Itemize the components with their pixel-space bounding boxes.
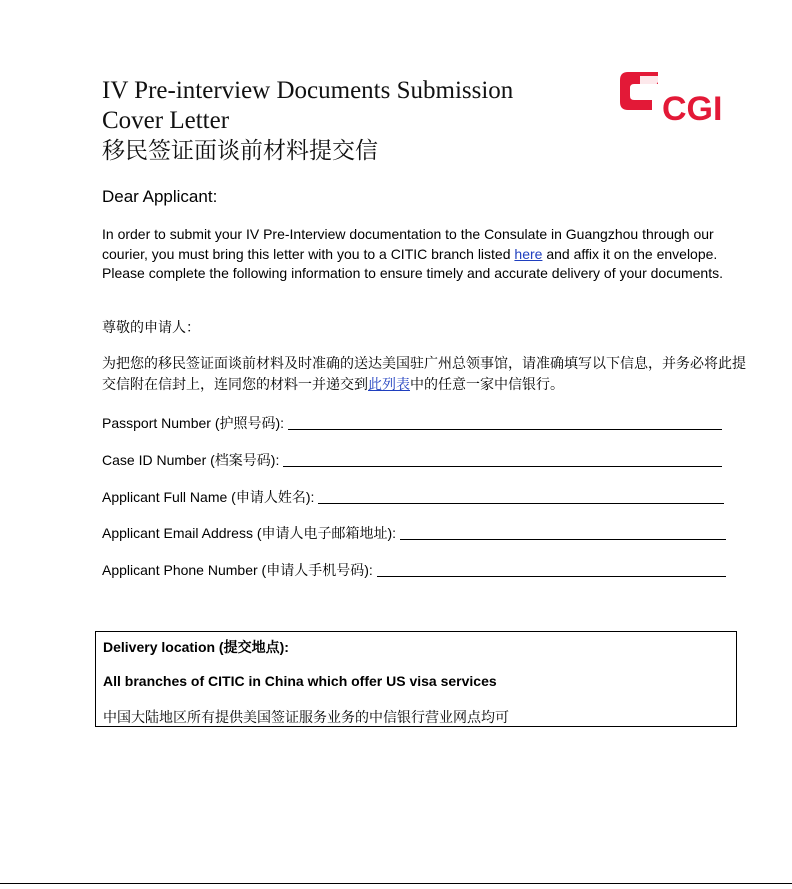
cgi-logo bbox=[618, 70, 728, 126]
page-bottom-divider bbox=[0, 883, 792, 884]
greeting: Dear Applicant: bbox=[102, 187, 218, 206]
email-field bbox=[102, 521, 726, 543]
case-id-input-line[interactable] bbox=[283, 465, 722, 467]
full-name-input-line[interactable] bbox=[318, 502, 724, 504]
passport-input-line[interactable] bbox=[288, 428, 722, 430]
delivery-branches-zh: 中国大陆地区所有提供美国签证服务业务的中信银行营业网点均可 bbox=[103, 710, 509, 726]
case-id-field bbox=[102, 448, 722, 470]
intro-paragraph-zh bbox=[102, 354, 752, 396]
title-line-3-chinese: 移民签证面谈前材料提交信 bbox=[102, 138, 378, 164]
phone-label: Applicant Phone Number (申请人手机号码): bbox=[102, 562, 373, 578]
logo-text: CGI bbox=[662, 90, 723, 126]
phone-input-line[interactable] bbox=[377, 575, 726, 577]
delivery-branches-en: All branches of CITIC in China which offer US visa services bbox=[103, 673, 497, 689]
case-id-label: Case ID Number (档案号码): bbox=[102, 452, 280, 468]
intro-zh-text-1: 为把您的移民签证面谈前材料及时准确的送达美国驻广州总领事馆，请准确填写以下信息，并务必将此提交信附在信封上，连同您的材料一并递交到 bbox=[102, 356, 746, 393]
passport-label: Passport Number (护照号码): bbox=[102, 415, 285, 431]
document-title bbox=[102, 76, 582, 166]
full-name-field bbox=[102, 485, 724, 507]
intro-en-text-1: In order to submit your IV Pre-Interview documentation to the Consulate in Guangzhou through our courier, you must bring this letter with you to a CITIC branch listed bbox=[102, 226, 714, 262]
title-line-2: Cover Letter bbox=[102, 107, 230, 134]
email-input-line[interactable] bbox=[400, 538, 726, 540]
branch-list-link-chinese[interactable]: 此列表 bbox=[368, 377, 410, 393]
phone-field bbox=[102, 558, 726, 580]
delivery-location-box bbox=[95, 631, 737, 727]
greeting-chinese: 尊敬的申请人： bbox=[102, 320, 200, 336]
intro-paragraph-en bbox=[102, 225, 734, 284]
delivery-heading: Delivery location (提交地点): bbox=[103, 639, 289, 655]
intro-en-text-2: and affix it on the envelope. Please complete the following information to ensure timely and accurate delivery of your documents. bbox=[102, 245, 723, 282]
passport-field bbox=[102, 411, 722, 433]
intro-zh-text-2: 中的任意一家中信银行。 bbox=[410, 377, 564, 393]
cgi-logo-icon bbox=[618, 70, 728, 126]
email-label: Applicant Email Address (申请人电子邮箱地址): bbox=[102, 525, 397, 541]
citic-branch-list-link[interactable]: here bbox=[514, 245, 543, 262]
full-name-label: Applicant Full Name (申请人姓名): bbox=[102, 489, 315, 505]
title-line-1: IV Pre-interview Documents Submission bbox=[102, 77, 514, 104]
